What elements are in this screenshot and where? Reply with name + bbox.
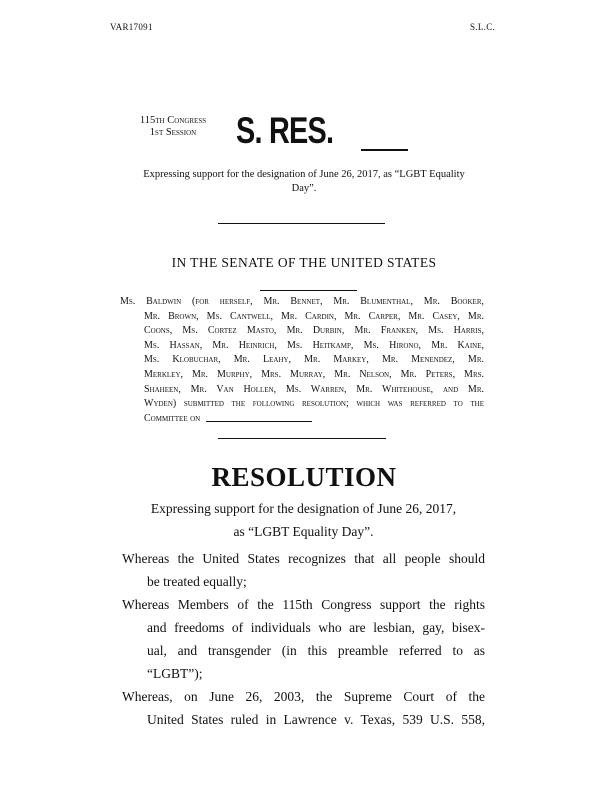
resolution-heading: RESOLUTION bbox=[211, 462, 397, 492]
committee-blank bbox=[206, 421, 312, 422]
clause-line: ual, and transgender (in this preamble referred to as bbox=[147, 643, 485, 658]
sponsor-line bbox=[120, 412, 484, 427]
chamber-heading: IN THE SENATE OF THE UNITED STATES bbox=[171, 255, 437, 270]
whereas-clause bbox=[122, 685, 485, 731]
whereas-clause bbox=[122, 593, 485, 685]
sponsor-line: Ms. Hassan, Mr. Heinrich, Ms. Heitkamp, Ms. Hirono, Mr. Kaine, bbox=[144, 339, 484, 351]
divider bbox=[260, 290, 357, 291]
clause-line: and freedoms of individuals who are lesbian, gay, bisex- bbox=[147, 620, 485, 635]
bill-type: S. RES. bbox=[236, 110, 334, 151]
short-description bbox=[118, 168, 490, 196]
desc-line: Expressing support for the designation of June 26, 2017, as “LGBT Equality bbox=[143, 169, 465, 180]
committee-label: Committee on bbox=[144, 412, 201, 424]
sponsor-line: Merkley, Mr. Murphy, Mrs. Murray, Mr. Nelson, Mr. Peters, Mrs. bbox=[144, 368, 484, 380]
sponsor-line: Shaheen, Mr. Van Hollen, Ms. Warren, Mr. Whitehouse, and Mr. bbox=[144, 383, 484, 395]
title-line: Expressing support for the designation of June 26, 2017, bbox=[150, 501, 457, 516]
congress-number: 115th Congress bbox=[139, 115, 207, 126]
divider bbox=[218, 223, 385, 224]
resolution-body bbox=[122, 497, 485, 731]
divider bbox=[218, 438, 386, 439]
sponsor-line: Coons, Ms. Cortez Masto, Mr. Durbin, Mr. Franken, Ms. Harris, bbox=[144, 325, 484, 337]
resolution-title bbox=[122, 497, 485, 543]
clause-line: Whereas, on June 26, 2003, the Supreme Court of the bbox=[122, 689, 485, 704]
clause-line: United States ruled in Lawrence v. Texas, 539 U.S. 558, bbox=[147, 712, 485, 727]
slc-label: S.L.C. bbox=[470, 22, 496, 32]
desc-line: Day”. bbox=[291, 183, 317, 194]
clause-line: be treated equally; bbox=[147, 574, 247, 589]
document-id: VAR17091 bbox=[110, 22, 153, 32]
title-line: as “LGBT Equality Day”. bbox=[233, 524, 374, 539]
sponsor-line: Ms. Klobuchar, Mr. Leahy, Mr. Markey, Mr. Menendez, Mr. bbox=[144, 354, 484, 366]
session-number: 1st Session bbox=[149, 127, 197, 138]
clause-line: Whereas Members of the 115th Congress support the rights bbox=[122, 597, 485, 612]
bill-number-blank bbox=[361, 149, 408, 151]
sponsor-line: Mr. Brown, Ms. Cantwell, Mr. Cardin, Mr. Carper, Mr. Casey, Mr. bbox=[144, 310, 484, 322]
sponsor-line: Wyden) submitted the following resolution; which was referred to the bbox=[144, 398, 484, 410]
clause-line: “LGBT”); bbox=[147, 666, 203, 681]
whereas-clause bbox=[122, 547, 485, 593]
clause-line: Whereas the United States recognizes that all people should bbox=[122, 551, 485, 566]
sponsor-line: Ms. Baldwin (for herself, Mr. Bennet, Mr. Blumenthal, Mr. Booker, bbox=[120, 296, 484, 307]
congress-session bbox=[118, 115, 228, 139]
sponsors-paragraph bbox=[120, 295, 484, 426]
